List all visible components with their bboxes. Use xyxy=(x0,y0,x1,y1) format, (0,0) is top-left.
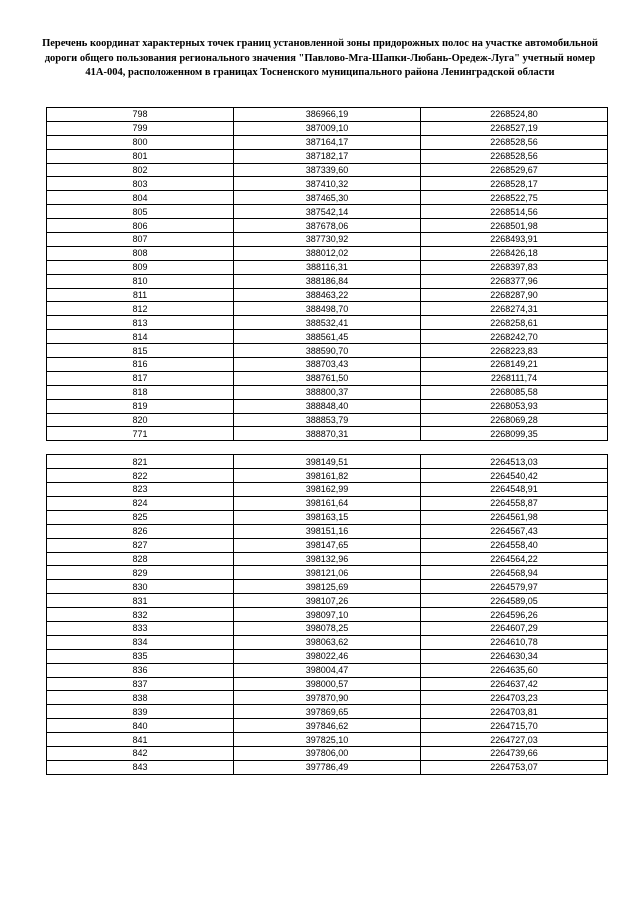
y-coordinate-cell: 2268287,90 xyxy=(421,288,608,302)
table-row xyxy=(47,469,608,483)
x-coordinate-cell: 388761,50 xyxy=(234,371,421,385)
point-number-cell: 818 xyxy=(47,385,234,399)
x-coordinate-cell: 398161,82 xyxy=(234,469,421,483)
x-coordinate-cell: 388498,70 xyxy=(234,302,421,316)
x-coordinate-cell: 398004,47 xyxy=(234,663,421,677)
table-row xyxy=(47,635,608,649)
table-row xyxy=(47,649,608,663)
x-coordinate-cell: 398162,99 xyxy=(234,483,421,497)
x-coordinate-cell: 397870,90 xyxy=(234,691,421,705)
x-coordinate-cell: 386966,19 xyxy=(234,108,421,122)
x-coordinate-cell: 388703,43 xyxy=(234,358,421,372)
y-coordinate-cell: 2264567,43 xyxy=(421,524,608,538)
y-coordinate-cell: 2264703,81 xyxy=(421,705,608,719)
x-coordinate-cell: 398132,96 xyxy=(234,552,421,566)
point-number-cell: 842 xyxy=(47,746,234,760)
table-row xyxy=(47,399,608,413)
point-number-cell: 807 xyxy=(47,233,234,247)
y-coordinate-cell xyxy=(421,441,608,455)
x-coordinate-cell: 398125,69 xyxy=(234,580,421,594)
y-coordinate-cell: 2264558,40 xyxy=(421,538,608,552)
point-number-cell: 817 xyxy=(47,371,234,385)
x-coordinate-cell: 397806,00 xyxy=(234,746,421,760)
x-coordinate-cell: 398163,15 xyxy=(234,510,421,524)
document-title: Перечень координат характерных точек границ установленной зоны придорожных полос на участке автомобильной дороги общего пользования регионального значения "Павлово-Мга-Шапки-Любань-Оредеж-Луга" учетный номер 41А-004, расположенном в границах Тосненского муниципального района Ленинградской области xyxy=(42,38,598,78)
point-number-cell: 821 xyxy=(47,455,234,469)
point-number-cell: 771 xyxy=(47,427,234,441)
x-coordinate-cell: 388012,02 xyxy=(234,246,421,260)
table-row xyxy=(47,705,608,719)
point-number-cell: 803 xyxy=(47,177,234,191)
table-row xyxy=(47,746,608,760)
table-row xyxy=(47,524,608,538)
x-coordinate-cell: 387678,06 xyxy=(234,219,421,233)
y-coordinate-cell: 2268527,19 xyxy=(421,121,608,135)
y-coordinate-cell: 2264540,42 xyxy=(421,469,608,483)
y-coordinate-cell: 2268085,58 xyxy=(421,385,608,399)
y-coordinate-cell: 2264703,23 xyxy=(421,691,608,705)
x-coordinate-cell: 397825,10 xyxy=(234,733,421,747)
point-number-cell: 812 xyxy=(47,302,234,316)
y-coordinate-cell: 2268223,83 xyxy=(421,344,608,358)
x-coordinate-cell: 388116,31 xyxy=(234,260,421,274)
table-row xyxy=(47,163,608,177)
point-number-cell: 814 xyxy=(47,330,234,344)
point-number-cell: 810 xyxy=(47,274,234,288)
point-number-cell: 804 xyxy=(47,191,234,205)
point-number-cell: 806 xyxy=(47,219,234,233)
table-row xyxy=(47,121,608,135)
point-number-cell: 801 xyxy=(47,149,234,163)
table-row xyxy=(47,427,608,441)
x-coordinate-cell: 387730,92 xyxy=(234,233,421,247)
point-number-cell: 800 xyxy=(47,135,234,149)
point-number-cell: 827 xyxy=(47,538,234,552)
x-coordinate-cell: 398149,51 xyxy=(234,455,421,469)
x-coordinate-cell: 398022,46 xyxy=(234,649,421,663)
table-row xyxy=(47,135,608,149)
point-number-cell: 838 xyxy=(47,691,234,705)
coordinates-table xyxy=(46,107,608,775)
y-coordinate-cell: 2264596,26 xyxy=(421,608,608,622)
y-coordinate-cell: 2268111,74 xyxy=(421,371,608,385)
point-number-cell: 831 xyxy=(47,594,234,608)
x-coordinate-cell: 387410,32 xyxy=(234,177,421,191)
point-number-cell: 828 xyxy=(47,552,234,566)
x-coordinate-cell: 397846,62 xyxy=(234,719,421,733)
y-coordinate-cell: 2264568,94 xyxy=(421,566,608,580)
point-number-cell: 834 xyxy=(47,635,234,649)
x-coordinate-cell: 387182,17 xyxy=(234,149,421,163)
point-number-cell: 822 xyxy=(47,469,234,483)
x-coordinate-cell: 388870,31 xyxy=(234,427,421,441)
y-coordinate-cell: 2264753,07 xyxy=(421,760,608,774)
table-row xyxy=(47,205,608,219)
table-row xyxy=(47,149,608,163)
point-number-cell: 841 xyxy=(47,733,234,747)
y-coordinate-cell: 2264630,34 xyxy=(421,649,608,663)
y-coordinate-cell: 2264548,91 xyxy=(421,483,608,497)
x-coordinate-cell: 387339,60 xyxy=(234,163,421,177)
y-coordinate-cell: 2264561,98 xyxy=(421,510,608,524)
y-coordinate-cell: 2264589,05 xyxy=(421,594,608,608)
point-number-cell: 832 xyxy=(47,608,234,622)
table-row xyxy=(47,677,608,691)
table-row xyxy=(47,691,608,705)
point-number-cell: 802 xyxy=(47,163,234,177)
y-coordinate-cell: 2268501,98 xyxy=(421,219,608,233)
y-coordinate-cell: 2268377,96 xyxy=(421,274,608,288)
point-number-cell: 829 xyxy=(47,566,234,580)
point-number-cell: 819 xyxy=(47,399,234,413)
table-row xyxy=(47,274,608,288)
table-row xyxy=(47,316,608,330)
y-coordinate-cell: 2268149,21 xyxy=(421,358,608,372)
point-number-cell: 798 xyxy=(47,108,234,122)
y-coordinate-cell: 2268493,91 xyxy=(421,233,608,247)
point-number-cell: 839 xyxy=(47,705,234,719)
table-row xyxy=(47,288,608,302)
table-row xyxy=(47,246,608,260)
table-row xyxy=(47,719,608,733)
point-number-cell: 830 xyxy=(47,580,234,594)
x-coordinate-cell: 397786,49 xyxy=(234,760,421,774)
y-coordinate-cell: 2268529,67 xyxy=(421,163,608,177)
table-row xyxy=(47,496,608,510)
table-row xyxy=(47,385,608,399)
x-coordinate-cell: 388800,37 xyxy=(234,385,421,399)
point-number-cell: 808 xyxy=(47,246,234,260)
table-row xyxy=(47,663,608,677)
x-coordinate-cell: 387164,17 xyxy=(234,135,421,149)
x-coordinate-cell: 387009,10 xyxy=(234,121,421,135)
y-coordinate-cell: 2264637,42 xyxy=(421,677,608,691)
y-coordinate-cell: 2268242,70 xyxy=(421,330,608,344)
table-row xyxy=(47,108,608,122)
x-coordinate-cell: 398078,25 xyxy=(234,621,421,635)
x-coordinate-cell: 388848,40 xyxy=(234,399,421,413)
y-coordinate-cell: 2264610,78 xyxy=(421,635,608,649)
table-row xyxy=(47,580,608,594)
table-row xyxy=(47,483,608,497)
point-number-cell: 825 xyxy=(47,510,234,524)
x-coordinate-cell: 398063,62 xyxy=(234,635,421,649)
point-number-cell: 805 xyxy=(47,205,234,219)
table-row xyxy=(47,538,608,552)
table-row xyxy=(47,358,608,372)
x-coordinate-cell: 387465,30 xyxy=(234,191,421,205)
point-number-cell: 820 xyxy=(47,413,234,427)
x-coordinate-cell xyxy=(234,441,421,455)
point-number-cell: 809 xyxy=(47,260,234,274)
point-number-cell xyxy=(47,441,234,455)
point-number-cell: 811 xyxy=(47,288,234,302)
x-coordinate-cell: 398151,16 xyxy=(234,524,421,538)
table-row xyxy=(47,260,608,274)
x-coordinate-cell: 397869,65 xyxy=(234,705,421,719)
y-coordinate-cell: 2268522,75 xyxy=(421,191,608,205)
y-coordinate-cell: 2268528,56 xyxy=(421,135,608,149)
y-coordinate-cell: 2264579,97 xyxy=(421,580,608,594)
point-number-cell: 799 xyxy=(47,121,234,135)
x-coordinate-cell: 398147,65 xyxy=(234,538,421,552)
y-coordinate-cell: 2264607,29 xyxy=(421,621,608,635)
point-number-cell: 813 xyxy=(47,316,234,330)
table-row xyxy=(47,371,608,385)
table-row xyxy=(47,233,608,247)
table-row xyxy=(47,219,608,233)
point-number-cell: 816 xyxy=(47,358,234,372)
point-number-cell: 836 xyxy=(47,663,234,677)
y-coordinate-cell: 2264635,60 xyxy=(421,663,608,677)
table-row xyxy=(47,191,608,205)
x-coordinate-cell: 388853,79 xyxy=(234,413,421,427)
table-row xyxy=(47,455,608,469)
point-number-cell: 833 xyxy=(47,621,234,635)
x-coordinate-cell: 388561,45 xyxy=(234,330,421,344)
point-number-cell: 840 xyxy=(47,719,234,733)
x-coordinate-cell: 398121,06 xyxy=(234,566,421,580)
x-coordinate-cell: 398000,57 xyxy=(234,677,421,691)
y-coordinate-cell: 2268099,35 xyxy=(421,427,608,441)
y-coordinate-cell: 2268397,83 xyxy=(421,260,608,274)
point-number-cell: 835 xyxy=(47,649,234,663)
x-coordinate-cell: 387542,14 xyxy=(234,205,421,219)
y-coordinate-cell: 2264727,03 xyxy=(421,733,608,747)
point-number-cell: 843 xyxy=(47,760,234,774)
point-number-cell: 823 xyxy=(47,483,234,497)
table-row xyxy=(47,302,608,316)
y-coordinate-cell: 2264715,70 xyxy=(421,719,608,733)
x-coordinate-cell: 388532,41 xyxy=(234,316,421,330)
y-coordinate-cell: 2268274,31 xyxy=(421,302,608,316)
table-separator-row xyxy=(47,441,608,455)
table-row xyxy=(47,552,608,566)
y-coordinate-cell: 2268528,17 xyxy=(421,177,608,191)
table-row xyxy=(47,344,608,358)
x-coordinate-cell: 388590,70 xyxy=(234,344,421,358)
y-coordinate-cell: 2264564,22 xyxy=(421,552,608,566)
y-coordinate-cell: 2268514,56 xyxy=(421,205,608,219)
coordinates-table-body xyxy=(47,108,608,775)
table-row xyxy=(47,177,608,191)
x-coordinate-cell: 398161,64 xyxy=(234,496,421,510)
y-coordinate-cell: 2268053,93 xyxy=(421,399,608,413)
x-coordinate-cell: 398097,10 xyxy=(234,608,421,622)
y-coordinate-cell: 2268426,18 xyxy=(421,246,608,260)
point-number-cell: 824 xyxy=(47,496,234,510)
y-coordinate-cell: 2264513,03 xyxy=(421,455,608,469)
x-coordinate-cell: 388186,84 xyxy=(234,274,421,288)
table-row xyxy=(47,413,608,427)
table-row xyxy=(47,621,608,635)
table-row xyxy=(47,330,608,344)
y-coordinate-cell: 2268258,61 xyxy=(421,316,608,330)
y-coordinate-cell: 2264558,87 xyxy=(421,496,608,510)
point-number-cell: 837 xyxy=(47,677,234,691)
table-row xyxy=(47,760,608,774)
y-coordinate-cell: 2268069,28 xyxy=(421,413,608,427)
table-row xyxy=(47,594,608,608)
y-coordinate-cell: 2268528,56 xyxy=(421,149,608,163)
table-row xyxy=(47,510,608,524)
x-coordinate-cell: 388463,22 xyxy=(234,288,421,302)
point-number-cell: 826 xyxy=(47,524,234,538)
table-row xyxy=(47,566,608,580)
y-coordinate-cell: 2268524,80 xyxy=(421,108,608,122)
table-row xyxy=(47,733,608,747)
table-row xyxy=(47,608,608,622)
y-coordinate-cell: 2264739,66 xyxy=(421,746,608,760)
x-coordinate-cell: 398107,26 xyxy=(234,594,421,608)
point-number-cell: 815 xyxy=(47,344,234,358)
